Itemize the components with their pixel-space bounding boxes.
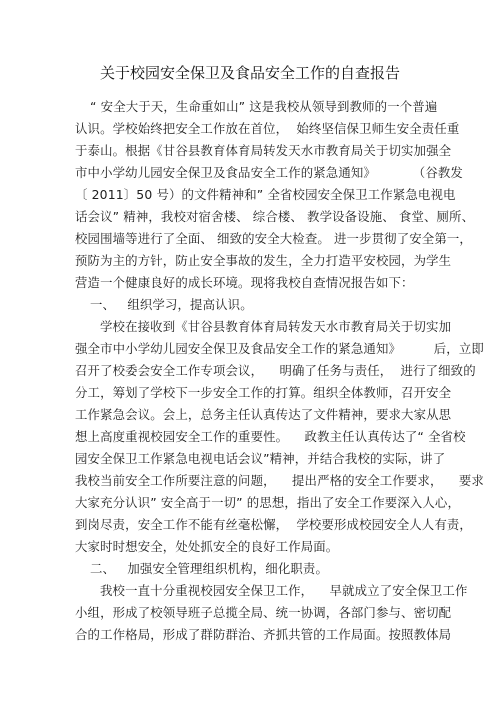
body-line: 话会议” 精神，我校对宿舍楼、 综合楼、 教学设备设施、 食堂、厕所、 [75, 209, 475, 224]
body-line: 市中小学幼儿园安全保卫及食品安全工作的紧急通知》 （谷教发 [75, 165, 463, 180]
section-heading: 二、 加强安全管理组织机构，细化职责。 [90, 561, 328, 576]
body-line: 工作紧急会议。会上，总务主任认真传达了文件精神，要求大家从思 [75, 407, 452, 422]
body-line: 想上高度重视校园安全工作的重要性。 政教主任认真传达了“ 全省校 [75, 429, 466, 444]
body-line: 强全市中小学幼儿园安全保卫及食品安全工作的紧急通知》 后，立即 [75, 341, 484, 356]
body-line: 学校在接收到《甘谷县教育体育局转发天水市教育局关于切实加 [100, 319, 452, 334]
body-line: 我校一直十分重视校园安全保卫工作， 早就成立了安全保卫工作 [100, 583, 468, 598]
body-line: 大家充分认识” 安全高于一切” 的思想，指出了安全工作要深入人心， [75, 495, 460, 510]
body-line: 召开了校委会安全工作专项会议， 明确了任务与责任， 进行了细致的 [75, 363, 476, 378]
body-line: 预防为主的方针，防止安全事故的发生，全力打造平安校园，为学生 [75, 253, 452, 268]
document-title: 关于校园安全保卫及食品安全工作的自查报告 [99, 64, 400, 82]
body-line: 园安全保卫工作紧急电视电话会议”精神，并结合我校的实际，讲了 [75, 451, 446, 466]
body-line: 于泰山。根据《甘谷县教育体育局转发天水市教育局关于切实加强全 [75, 143, 452, 158]
body-line: 到岗尽责，安全工作不能有丝毫松懈， 学校要形成校园安全人人有责， [75, 517, 472, 532]
body-line: 营造一个健康良好的成长环境。现将我校自查情况报告如下： [75, 275, 414, 290]
body-line: 合的工作格局，形成了群防群治、齐抓共管的工作局面。按照教体局 [75, 627, 452, 642]
body-line: “ 安全大于天，生命重如山” 这是我校从领导到教师的一个普遍 [90, 99, 438, 114]
body-line: 我校当前安全工作所要注意的问题， 提出严格的安全工作要求， 要求 [75, 473, 484, 488]
body-line: 〔 2011〕50 号）的文件精神和” 全省校园安全保卫工作紧急电视电 [75, 187, 456, 202]
body-line: 分工，筹划了学校下一步安全工作的打算。组织全体教师，召开安全 [75, 385, 452, 400]
body-line: 认识。学校始终把安全工作放在首位， 始终坚信保卫师生安全责任重 [75, 121, 460, 136]
section-heading: 一、 组织学习，提高认识。 [90, 297, 253, 312]
body-line: 校园围墙等进行了全面、 细致的安全大检查。 进一步贯彻了安全第一， [75, 231, 472, 246]
body-line: 大家时时想安全，处处抓安全的良好工作局面。 [75, 539, 339, 554]
body-line: 小组，形成了校领导班子总揽全局、统一协调，各部门参与、密切配 [75, 605, 452, 620]
